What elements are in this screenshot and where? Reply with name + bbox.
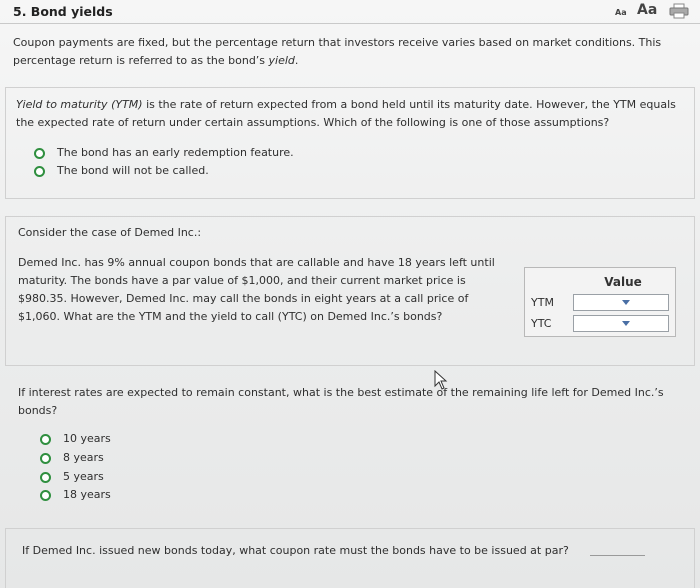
ytm-select[interactable] — [573, 294, 669, 311]
decrease-font-button[interactable]: Aa — [615, 8, 627, 17]
life-question-text: If interest rates are expected to remain constant, what is the best estimate of the remaining life left for Demed Inc.’s bonds? — [18, 386, 664, 417]
intro-text: Coupon payments are fixed, but the percentage return that investors receive varies based on market conditions. This percentage return is referred to as the bond’s — [13, 36, 662, 67]
coupon-question-text: If Demed Inc. issued new bonds today, what coupon rate must the bonds have to be issued at par? — [22, 544, 569, 557]
chevron-down-icon — [622, 300, 630, 305]
intro-yield-term: yield — [268, 54, 295, 67]
ytm-term: Yield to maturity (YTM) — [16, 98, 143, 111]
value-table — [524, 267, 676, 337]
life-option-1[interactable] — [40, 431, 111, 447]
ytm-option-1[interactable] — [34, 145, 294, 161]
life-option-2[interactable] — [40, 450, 104, 466]
radio-button[interactable] — [40, 490, 51, 501]
question-header — [0, 0, 700, 24]
ytc-select[interactable] — [573, 315, 669, 332]
option-label: The bond will not be called. — [57, 164, 209, 177]
option-label: 5 years — [63, 470, 104, 483]
intro-text-end: . — [294, 54, 299, 67]
radio-button[interactable] — [34, 148, 45, 159]
printer-icon[interactable] — [668, 3, 690, 19]
ytm-row-label: YTM — [531, 296, 554, 309]
option-label: The bond has an early redemption feature. — [57, 146, 294, 159]
question-title: 5. Bond yields — [13, 4, 113, 19]
radio-button[interactable] — [34, 166, 45, 177]
option-label: 10 years — [63, 432, 111, 445]
life-option-3[interactable] — [40, 469, 104, 485]
life-option-4[interactable] — [40, 487, 111, 503]
option-label: 18 years — [63, 488, 111, 501]
increase-font-button[interactable]: Aa — [637, 2, 658, 18]
chevron-down-icon — [622, 321, 630, 326]
intro-paragraph — [13, 34, 693, 70]
mouse-cursor-icon — [434, 370, 448, 390]
value-column-header: Value — [604, 275, 642, 289]
ytm-option-2[interactable] — [34, 163, 209, 179]
radio-button[interactable] — [40, 434, 51, 445]
coupon-rate-answer-blank[interactable] — [590, 555, 645, 556]
radio-button[interactable] — [40, 472, 51, 483]
case-heading: Consider the case of Demed Inc.: — [18, 226, 202, 239]
ytc-row-label: YTC — [531, 317, 552, 330]
ytm-question-text — [16, 96, 686, 132]
radio-button[interactable] — [40, 453, 51, 464]
case-body: Demed Inc. has 9% annual coupon bonds that are callable and have 18 years left until maturity. The bonds have a par value of $1,000, and their current market price is $980.35. However, Demed Inc. may call the bonds in eight years at a call price of $1,060. What are the YTM and the yield to call (YTC) on Demed Inc.’s bonds? — [18, 256, 495, 323]
option-label: 8 years — [63, 451, 104, 464]
ytm-question-body: is the rate of return expected from a bond held until its maturity date. However, the YTM equals the expected rate of return under certain assumptions. Which of the following is one of those assumptions? — [16, 98, 676, 129]
